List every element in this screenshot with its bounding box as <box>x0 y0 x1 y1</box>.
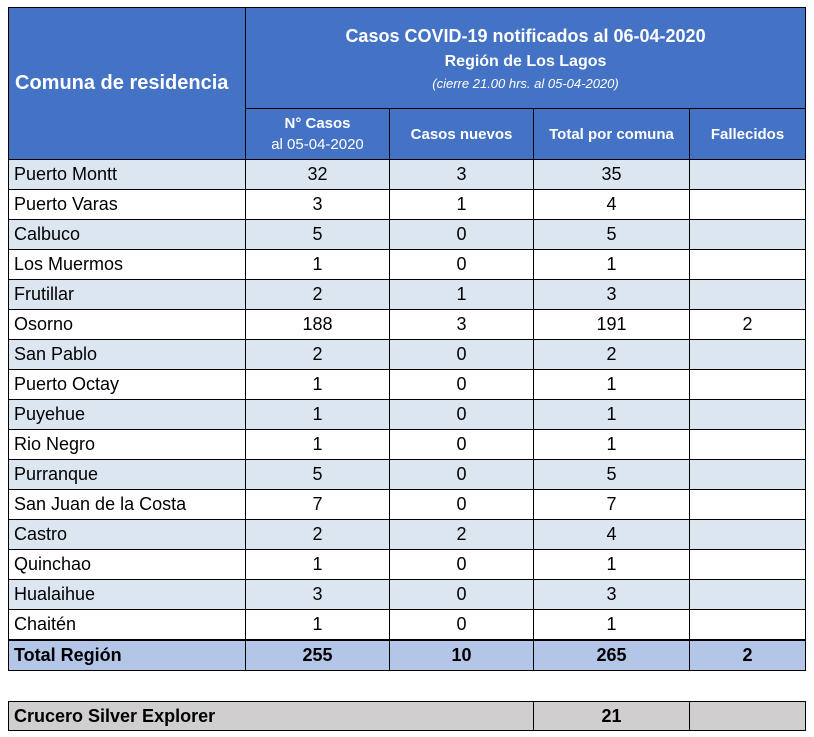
nuevos-cell: 0 <box>390 370 534 400</box>
fallecidos-cell <box>690 490 806 520</box>
comuna-cell: San Juan de la Costa <box>9 490 246 520</box>
cruise-value: 21 <box>534 702 690 731</box>
comuna-cell: Hualaihue <box>9 580 246 610</box>
table-body <box>9 160 806 640</box>
fallecidos-cell <box>690 220 806 250</box>
fallecidos-cell <box>690 250 806 280</box>
comuna-cell: Puyehue <box>9 400 246 430</box>
total-cell: 191 <box>534 310 690 340</box>
total-nuevos: 10 <box>390 640 534 671</box>
comuna-cell: Los Muermos <box>9 250 246 280</box>
total-cell: 35 <box>534 160 690 190</box>
comuna-cell: Rio Negro <box>9 430 246 460</box>
table-row <box>9 190 806 220</box>
fallecidos-cell <box>690 550 806 580</box>
comuna-cell: Puerto Octay <box>9 370 246 400</box>
casos-cell: 7 <box>246 490 390 520</box>
total-cell: 1 <box>534 610 690 640</box>
title-line-date: Casos COVID-19 notificados al 06-04-2020 <box>345 26 706 46</box>
table-row <box>9 370 806 400</box>
comuna-cell: Frutillar <box>9 280 246 310</box>
fallecidos-column-header: Fallecidos <box>690 109 806 160</box>
total-cell: 5 <box>534 460 690 490</box>
casos-cell: 2 <box>246 520 390 550</box>
table-row <box>9 430 806 460</box>
total-cell: 4 <box>534 520 690 550</box>
fallecidos-cell <box>690 370 806 400</box>
total-cell: 7 <box>534 490 690 520</box>
table-row <box>9 610 806 640</box>
table-row <box>9 580 806 610</box>
nuevos-cell: 0 <box>390 250 534 280</box>
casos-cell: 3 <box>246 580 390 610</box>
casos-cell: 188 <box>246 310 390 340</box>
table-row <box>9 400 806 430</box>
nuevos-cell: 1 <box>390 190 534 220</box>
casos-column-header <box>246 109 390 160</box>
casos-cell: 1 <box>246 430 390 460</box>
total-cell: 5 <box>534 220 690 250</box>
fallecidos-cell <box>690 520 806 550</box>
nuevos-cell: 1 <box>390 280 534 310</box>
fallecidos-cell <box>690 430 806 460</box>
total-cell: 1 <box>534 250 690 280</box>
comuna-cell: Calbuco <box>9 220 246 250</box>
table-title <box>246 8 806 109</box>
total-cell: 2 <box>534 340 690 370</box>
comuna-cell: Castro <box>9 520 246 550</box>
table-row <box>9 160 806 190</box>
casos-cell: 32 <box>246 160 390 190</box>
nuevos-cell: 2 <box>390 520 534 550</box>
table-row <box>9 490 806 520</box>
total-label: Total Región <box>9 640 246 671</box>
casos-cell: 5 <box>246 220 390 250</box>
casos-cell: 5 <box>246 460 390 490</box>
comuna-cell: Osorno <box>9 310 246 340</box>
fallecidos-cell <box>690 460 806 490</box>
fallecidos-cell <box>690 580 806 610</box>
nuevos-cell: 0 <box>390 550 534 580</box>
nuevos-cell: 0 <box>390 220 534 250</box>
casos-cell: 1 <box>246 400 390 430</box>
cruise-table <box>8 701 806 731</box>
total-casos: 255 <box>246 640 390 671</box>
fallecidos-cell: 2 <box>690 310 806 340</box>
table-row <box>9 460 806 490</box>
total-cell: 4 <box>534 190 690 220</box>
total-cell: 3 <box>534 580 690 610</box>
cruise-empty-cell <box>690 702 806 731</box>
total-cell: 1 <box>534 550 690 580</box>
cruise-row <box>9 702 806 731</box>
casos-cell: 2 <box>246 280 390 310</box>
nuevos-cell: 0 <box>390 580 534 610</box>
fallecidos-cell <box>690 190 806 220</box>
fallecidos-cell <box>690 400 806 430</box>
nuevos-column-header: Casos nuevos <box>390 109 534 160</box>
table-row <box>9 220 806 250</box>
cruise-label: Crucero Silver Explorer <box>9 702 534 731</box>
total-cell: 3 <box>534 280 690 310</box>
total-total: 265 <box>534 640 690 671</box>
fallecidos-cell <box>690 160 806 190</box>
comuna-cell: Quinchao <box>9 550 246 580</box>
fallecidos-cell <box>690 610 806 640</box>
nuevos-cell: 0 <box>390 400 534 430</box>
total-cell: 1 <box>534 400 690 430</box>
nuevos-cell: 3 <box>390 310 534 340</box>
table-row <box>9 520 806 550</box>
casos-cell: 1 <box>246 550 390 580</box>
nuevos-cell: 0 <box>390 490 534 520</box>
table-row <box>9 340 806 370</box>
comuna-cell: Puerto Varas <box>9 190 246 220</box>
nuevos-cell: 3 <box>390 160 534 190</box>
casos-cell: 2 <box>246 340 390 370</box>
total-fallecidos: 2 <box>690 640 806 671</box>
nuevos-cell: 0 <box>390 610 534 640</box>
casos-cell: 3 <box>246 190 390 220</box>
table-row <box>9 250 806 280</box>
casos-cell: 1 <box>246 250 390 280</box>
title-line-region: Región de Los Lagos <box>444 53 607 70</box>
covid-cases-table <box>8 7 806 671</box>
total-row <box>9 640 806 671</box>
fallecidos-cell <box>690 340 806 370</box>
comuna-cell: Purranque <box>9 460 246 490</box>
comuna-cell: Chaitén <box>9 610 246 640</box>
total-column-header: Total por comuna <box>534 109 690 160</box>
total-cell: 1 <box>534 370 690 400</box>
table-row <box>9 310 806 340</box>
nuevos-cell: 0 <box>390 460 534 490</box>
casos-header-line2: al 05-04-2020 <box>271 136 364 153</box>
comuna-cell: San Pablo <box>9 340 246 370</box>
comuna-column-header: Comuna de residencia <box>9 8 246 160</box>
table-row <box>9 280 806 310</box>
casos-header-line1: N° Casos <box>284 115 351 132</box>
comuna-cell: Puerto Montt <box>9 160 246 190</box>
title-line-cutoff: (cierre 21.00 hrs. al 05-04-2020) <box>432 76 619 91</box>
table-row <box>9 550 806 580</box>
casos-cell: 1 <box>246 610 390 640</box>
nuevos-cell: 0 <box>390 430 534 460</box>
total-cell: 1 <box>534 430 690 460</box>
fallecidos-cell <box>690 280 806 310</box>
casos-cell: 1 <box>246 370 390 400</box>
nuevos-cell: 0 <box>390 340 534 370</box>
